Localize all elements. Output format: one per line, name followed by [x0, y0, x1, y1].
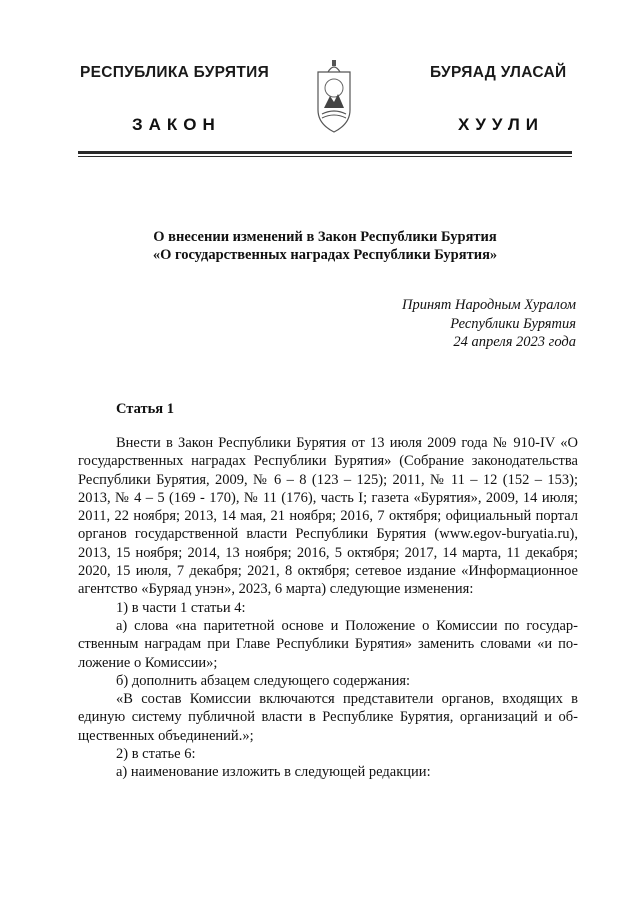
paragraph-intro: Внести в Закон Республики Бурятия от 13 июля 2009 года № 910-IV «О государственных наградах Республики Бурятия» (Собрание законодательства Республики Бурятия, 2009, № 6 – 8 (123 – 125); 2011, № 11 – 12 (152 – 153); 2013, № 4 – 5 (169 - 170), № 11 (176), часть I; газета «Бурятия», 2009, 14 июля; 2011, 22 ноября; 2013, 14 мая, 21 ноября; 2016, 7 октября; официальный портал органов государственной власти Республики Бурятия (www.egov-buryatia.ru), 2013, 15 ноября; 2014, 13 ноября; 2016, 5 октября; 2017, 14 марта, 11 декабря; 2020, 15 июля, 7 декабря; 2021, 8 октября; сетевое издание «Информационное агентство «Буряад унэн», 2023, 6 марта) следующие изменения: — [78, 435, 578, 598]
republic-coat-of-arms-icon — [312, 58, 356, 136]
paragraph-subitem-b: б) дополнить абзацем следующего содержания: — [116, 672, 411, 689]
article-body — [78, 434, 578, 782]
adoption-line1: Принят Народным Хуралом — [401, 297, 576, 313]
adoption-note — [402, 296, 576, 352]
paragraph-quote: «В состав Комиссии включаются представители органов, входящих в единую систему публичной власти в Республике Бурятия, организаций и общественных объединений.»; — [78, 691, 578, 744]
doc-type-ru: ЗАКОН — [132, 115, 221, 134]
header-republic-bua: БУРЯАД УЛАСАЙ — [430, 64, 567, 81]
paragraph-item-2: 2) в статье 6: — [116, 746, 196, 763]
article-heading: Статья 1 — [116, 401, 174, 417]
paragraph-subitem-a2: а) наименование изложить в следующей редакции: — [116, 764, 431, 781]
doc-type-bua: ХУУЛИ — [458, 115, 544, 134]
paragraph-subitem-a: а) слова «на паритетной основе и Положение о Комиссии по государственным наградам при Главе Республики Бурятия» заменить словами «и положение о Комиссии»; — [78, 617, 578, 671]
header-rule-thick — [78, 151, 572, 154]
paragraph-item-1: 1) в части 1 статьи 4: — [116, 599, 246, 616]
adoption-line2: Республики Бурятия — [450, 315, 576, 332]
law-title — [78, 228, 572, 264]
adoption-date: 24 апреля 2023 года — [453, 334, 576, 350]
law-title-line2: «О государственных наградах Республики Бурятия» — [152, 247, 498, 263]
header-rule-thin — [78, 156, 572, 157]
header-republic-ru: РЕСПУБЛИКА БУРЯТИЯ — [80, 64, 270, 81]
law-title-line1: О внесении изменений в Закон Республики Бурятия — [153, 229, 497, 245]
